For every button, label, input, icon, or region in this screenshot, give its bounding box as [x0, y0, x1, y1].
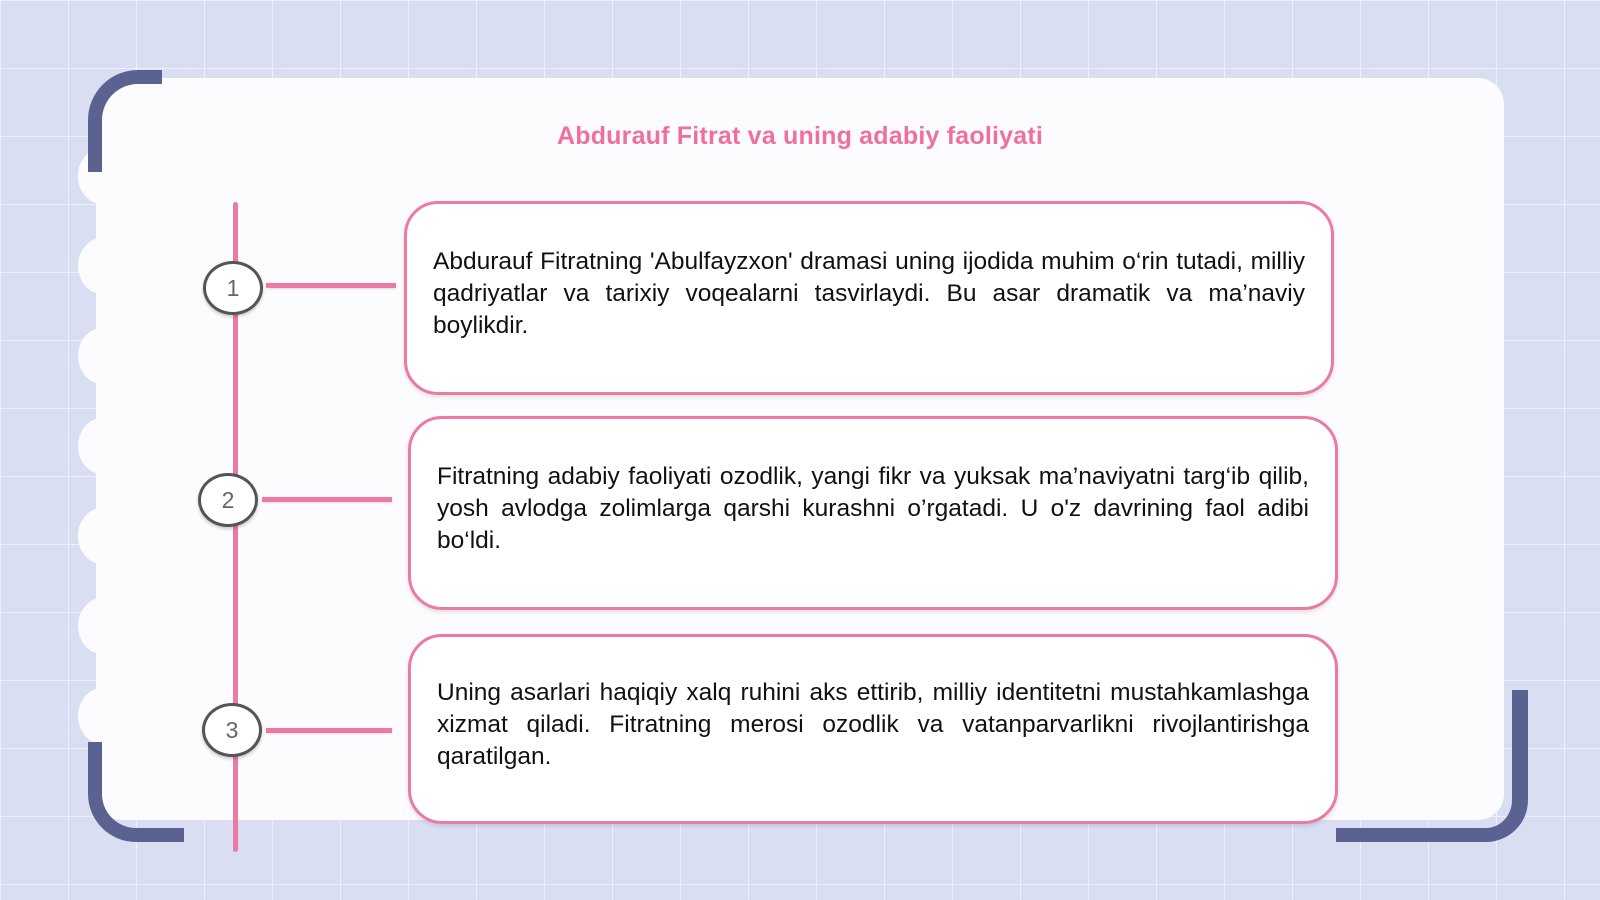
timeline-card — [408, 634, 1338, 824]
frame-corner-top-left — [88, 70, 162, 172]
frame-corner-bottom-right — [1336, 690, 1528, 842]
card-text: Fitratning adabiy faoliyati ozodlik, yangi fikr va yuksak ma’naviyatni targ‘ib qilib, yosh avlodga zolimlarga qarshi kurashni o’rgatadi. U o'z davrining faol adibi bo‘ldi. — [437, 463, 1309, 554]
timeline-connector — [266, 728, 392, 733]
timeline-card — [404, 201, 1334, 395]
paper-scallop — [78, 508, 126, 564]
timeline-connector — [262, 497, 392, 502]
timeline-node: 2 — [198, 473, 258, 527]
card-text: Abdurauf Fitratning 'Abulfayzxon' dramasi uning ijodida muhim o‘rin tutadi, milliy qadriyatlar va tarixiy voqealarni tasvirlaydi. Bu asar dramatik va ma’naviy boylikdir. — [433, 248, 1305, 339]
timeline-node: 1 — [203, 261, 263, 315]
paper-scallop — [78, 688, 126, 744]
timeline-connector — [266, 283, 396, 288]
card-text: Uning asarlari haqiqiy xalq ruhini aks ettirib, milliy identitetni mustahkamlashga xizmat qiladi. Fitratning merosi ozodlik va vatanparvarlikni rivojlantirishga qaratilgan. — [437, 679, 1309, 770]
frame-corner-bottom-left — [88, 742, 184, 842]
timeline-card — [408, 416, 1338, 610]
paper-scallop — [78, 598, 126, 654]
paper-scallop — [78, 238, 126, 294]
timeline-node: 3 — [202, 703, 262, 757]
paper-scallop — [78, 328, 126, 384]
slide-title: Abdurauf Fitrat va uning adabiy faoliyati — [556, 122, 1044, 150]
paper-scallop — [78, 418, 126, 474]
